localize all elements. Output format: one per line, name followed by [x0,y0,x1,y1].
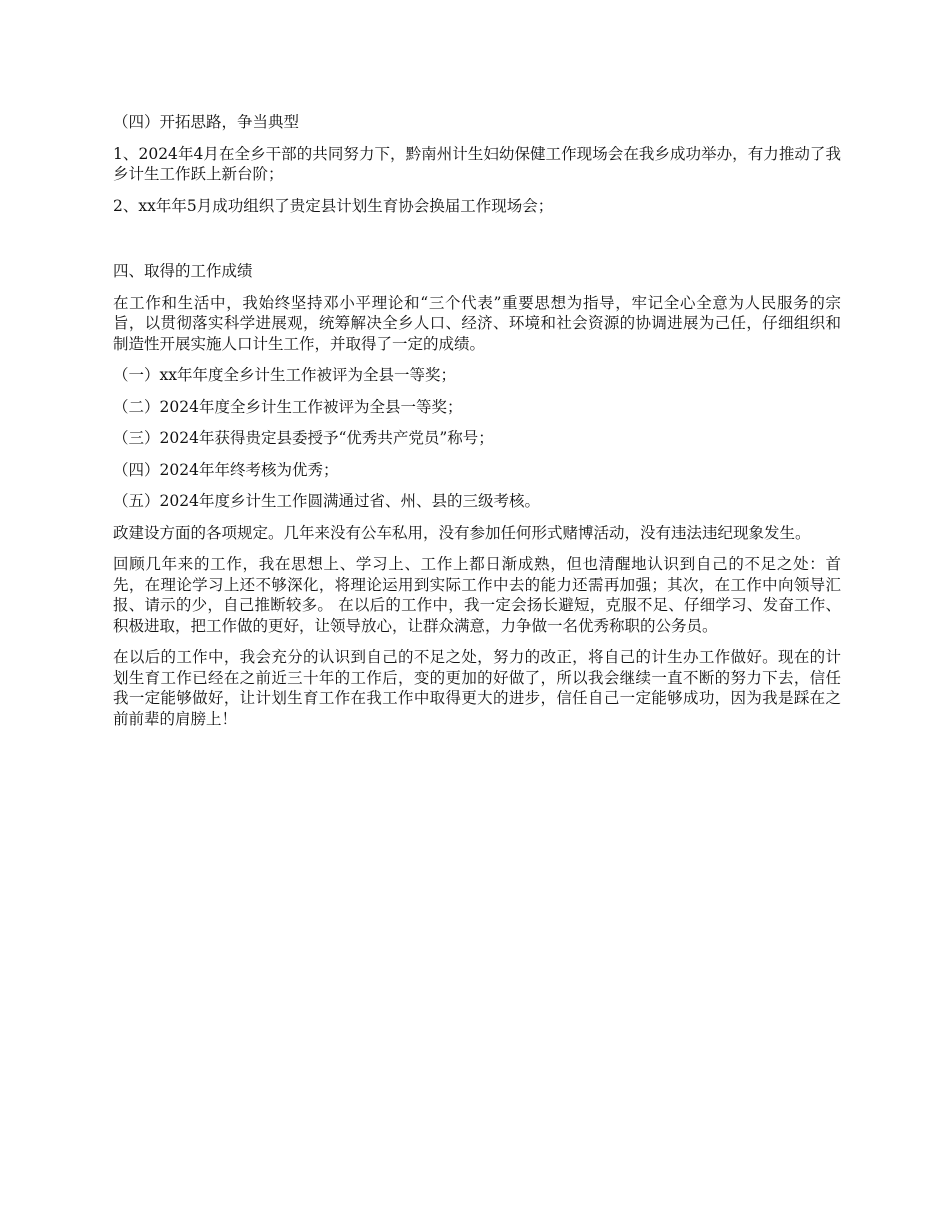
section-spacer [113,227,841,261]
achievement-item: （三）2024年获得贵定县委授予“优秀共产党员”称号； [113,429,494,447]
achievement-item: （二）2024年度全乡计生工作被评为全县一等奖； [113,397,463,416]
integrity-paragraph: 政建设方面的各项规定。几年来没有公车私用，没有参加任何形式赌博活动，没有违法违纪现象发生。 [113,523,811,542]
achievement-item: （一）xx年年度全乡计生工作被评为全县一等奖； [113,366,456,384]
closing-paragraph: 在以后的工作中，我会充分的认识到自己的不足之处，努力的改正，将自己的计生办工作做好。现在的计划生育工作已经在之前近三十年的工作后，变的更加的好做了，所以我会继续一直不断的努力下去，信任我一定能够做好，让计划生育工作在我工作中取得更大的进步，信任自己一定能够成功，因为我是踩在之前前辈的肩膀上！ [113,648,841,728]
achievement-item: （四）2024年年终考核为优秀； [113,460,339,479]
review-paragraph: 回顾几年来的工作，我在思想上、学习上、工作上都日渐成熟，但也清醒地认识到自己的不足之处：首先，在理论学习上还不够深化，将理论运用到实际工作中去的能力还需再加强；其次，在工作中向领导汇报、请示的少，自己推断较多。 在以后的工作中，我一定会扬长避短，克服不足、仔细学习、发奋工作、积极进取，把工作做的更好，让领导放心，让群众满意，力争做一名优秀称职的公务员。 [113,555,841,635]
section-subheading: （四）开拓思路，争当典型 [113,113,300,131]
document-page [113,112,841,740]
list-item: 1、2024年4月在全乡干部的共同努力下，黔南州计生妇幼保健工作现场会在我乡成功举办，有力推动了我乡计生工作跃上新台阶； [113,144,841,183]
section-heading: 四、取得的工作成绩 [113,262,253,280]
achievement-item: （五）2024年度乡计生工作圆满通过省、州、县的三级考核。 [113,492,540,510]
intro-paragraph: 在工作和生活中，我始终坚持邓小平理论和“三个代表”重要思想为指导，牢记全心全意为人民服务的宗旨，以贯彻落实科学进展观，统筹解决全乡人口、经济、环境和社会资源的协调进展为己任，仔细组织和制造性开展实施人口计生工作，并取得了一定的成绩。 [113,293,841,353]
list-item: 2、xx年年5月成功组织了贵定县计划生育协会换届工作现场会； [113,196,554,215]
